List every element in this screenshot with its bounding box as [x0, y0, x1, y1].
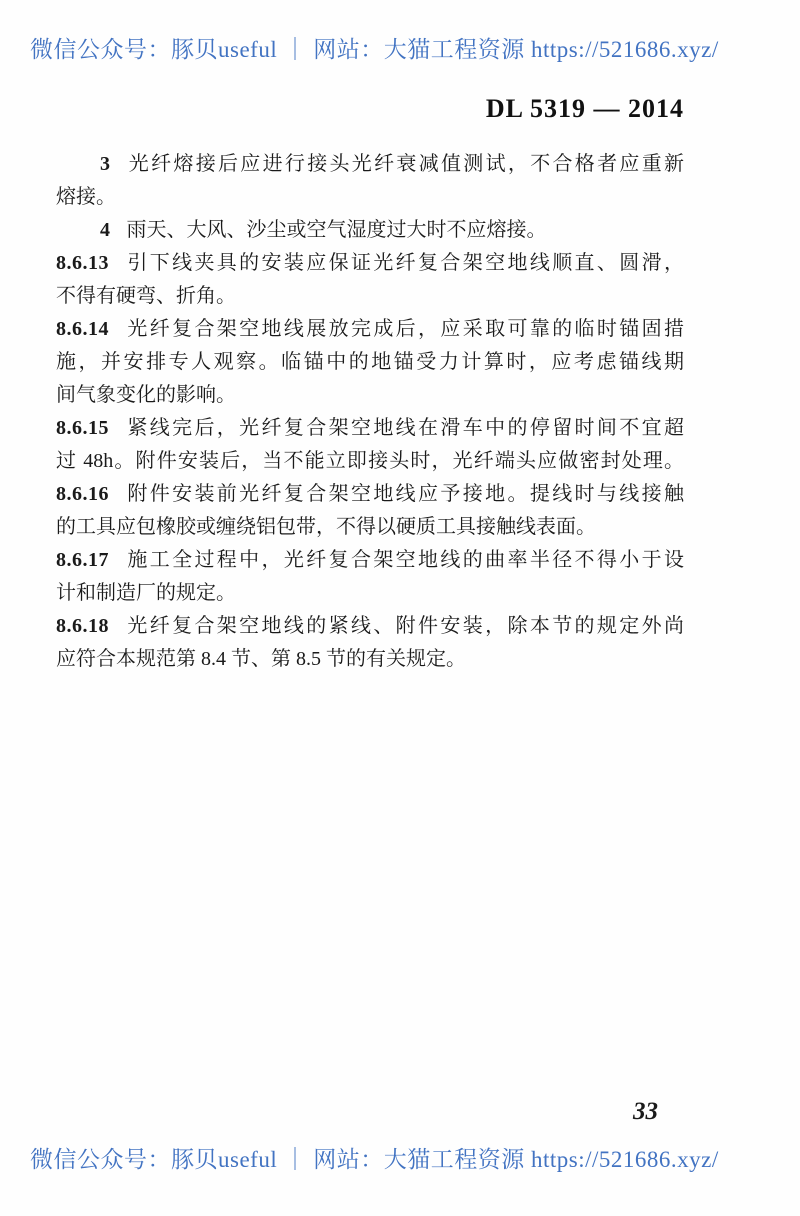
watermark-top: 微信公众号：豚贝useful ｜ 网站：大猫工程资源 https://521686.xyz/	[30, 37, 719, 62]
clause-text: 雨天、大风、沙尘或空气湿度过大时不应熔接。	[126, 219, 547, 241]
clause-text: 计和制造厂的规定。	[56, 582, 236, 604]
text-line	[56, 346, 684, 379]
clause-text: 不得有硬弯、折角。	[56, 285, 236, 307]
clause-number: 8.6.15	[56, 417, 109, 439]
clause-number: 4	[100, 219, 111, 241]
text-line	[56, 643, 684, 676]
body-text	[56, 148, 684, 676]
text-line	[56, 214, 684, 247]
clause-number: 8.6.16	[56, 483, 109, 505]
text-line	[56, 379, 684, 412]
clause-text: 应符合本规范第 8.4 节、第 8.5 节的有关规定。	[56, 648, 466, 670]
clause-text: 施工全过程中，光纤复合架空地线的曲率半径不得小于设	[125, 549, 684, 571]
text-line	[56, 148, 684, 181]
text-line	[56, 544, 684, 577]
text-line	[56, 445, 684, 478]
clause-text: 的工具应包橡胶或缠绕铝包带，不得以硬质工具接触线表面。	[56, 516, 596, 538]
text-line	[56, 313, 684, 346]
clause-number: 8.6.13	[56, 252, 109, 274]
clause-text: 紧线完后，光纤复合架空地线在滑车中的停留时间不宜超	[125, 417, 684, 439]
text-line	[56, 577, 684, 610]
text-line	[56, 412, 684, 445]
clause-text: 光纤熔接后应进行接头光纤衰减值测试，不合格者应重新	[126, 153, 684, 175]
clause-number: 8.6.18	[56, 615, 109, 637]
clause-text: 熔接。	[56, 186, 116, 208]
text-line	[56, 478, 684, 511]
text-line	[56, 511, 684, 544]
clause-text: 施，并安排专人观察。临锚中的地锚受力计算时，应考虑锚线期	[56, 351, 684, 373]
clause-text: 光纤复合架空地线的紧线、附件安装，除本节的规定外尚	[125, 615, 684, 637]
standard-number: DL 5319 — 2014	[485, 94, 684, 123]
text-line	[56, 280, 684, 313]
page-number: 33	[633, 1098, 658, 1125]
clause-number: 3	[100, 153, 111, 175]
clause-text: 引下线夹具的安装应保证光纤复合架空地线顺直、圆滑，	[125, 252, 684, 274]
clause-text: 过 48h。附件安装后，当不能立即接头时，光纤端头应做密封处理。	[56, 450, 684, 472]
watermark-bottom: 微信公众号：豚贝useful ｜ 网站：大猫工程资源 https://521686.xyz/	[30, 1147, 719, 1172]
clause-text: 间气象变化的影响。	[56, 384, 236, 406]
clause-number: 8.6.17	[56, 549, 109, 571]
text-line	[56, 247, 684, 280]
clause-text: 光纤复合架空地线展放完成后，应采取可靠的临时锚固措	[125, 318, 684, 340]
text-line	[56, 181, 684, 214]
text-line	[56, 610, 684, 643]
clause-number: 8.6.14	[56, 318, 109, 340]
clause-text: 附件安装前光纤复合架空地线应予接地。提线时与线接触	[125, 483, 684, 505]
